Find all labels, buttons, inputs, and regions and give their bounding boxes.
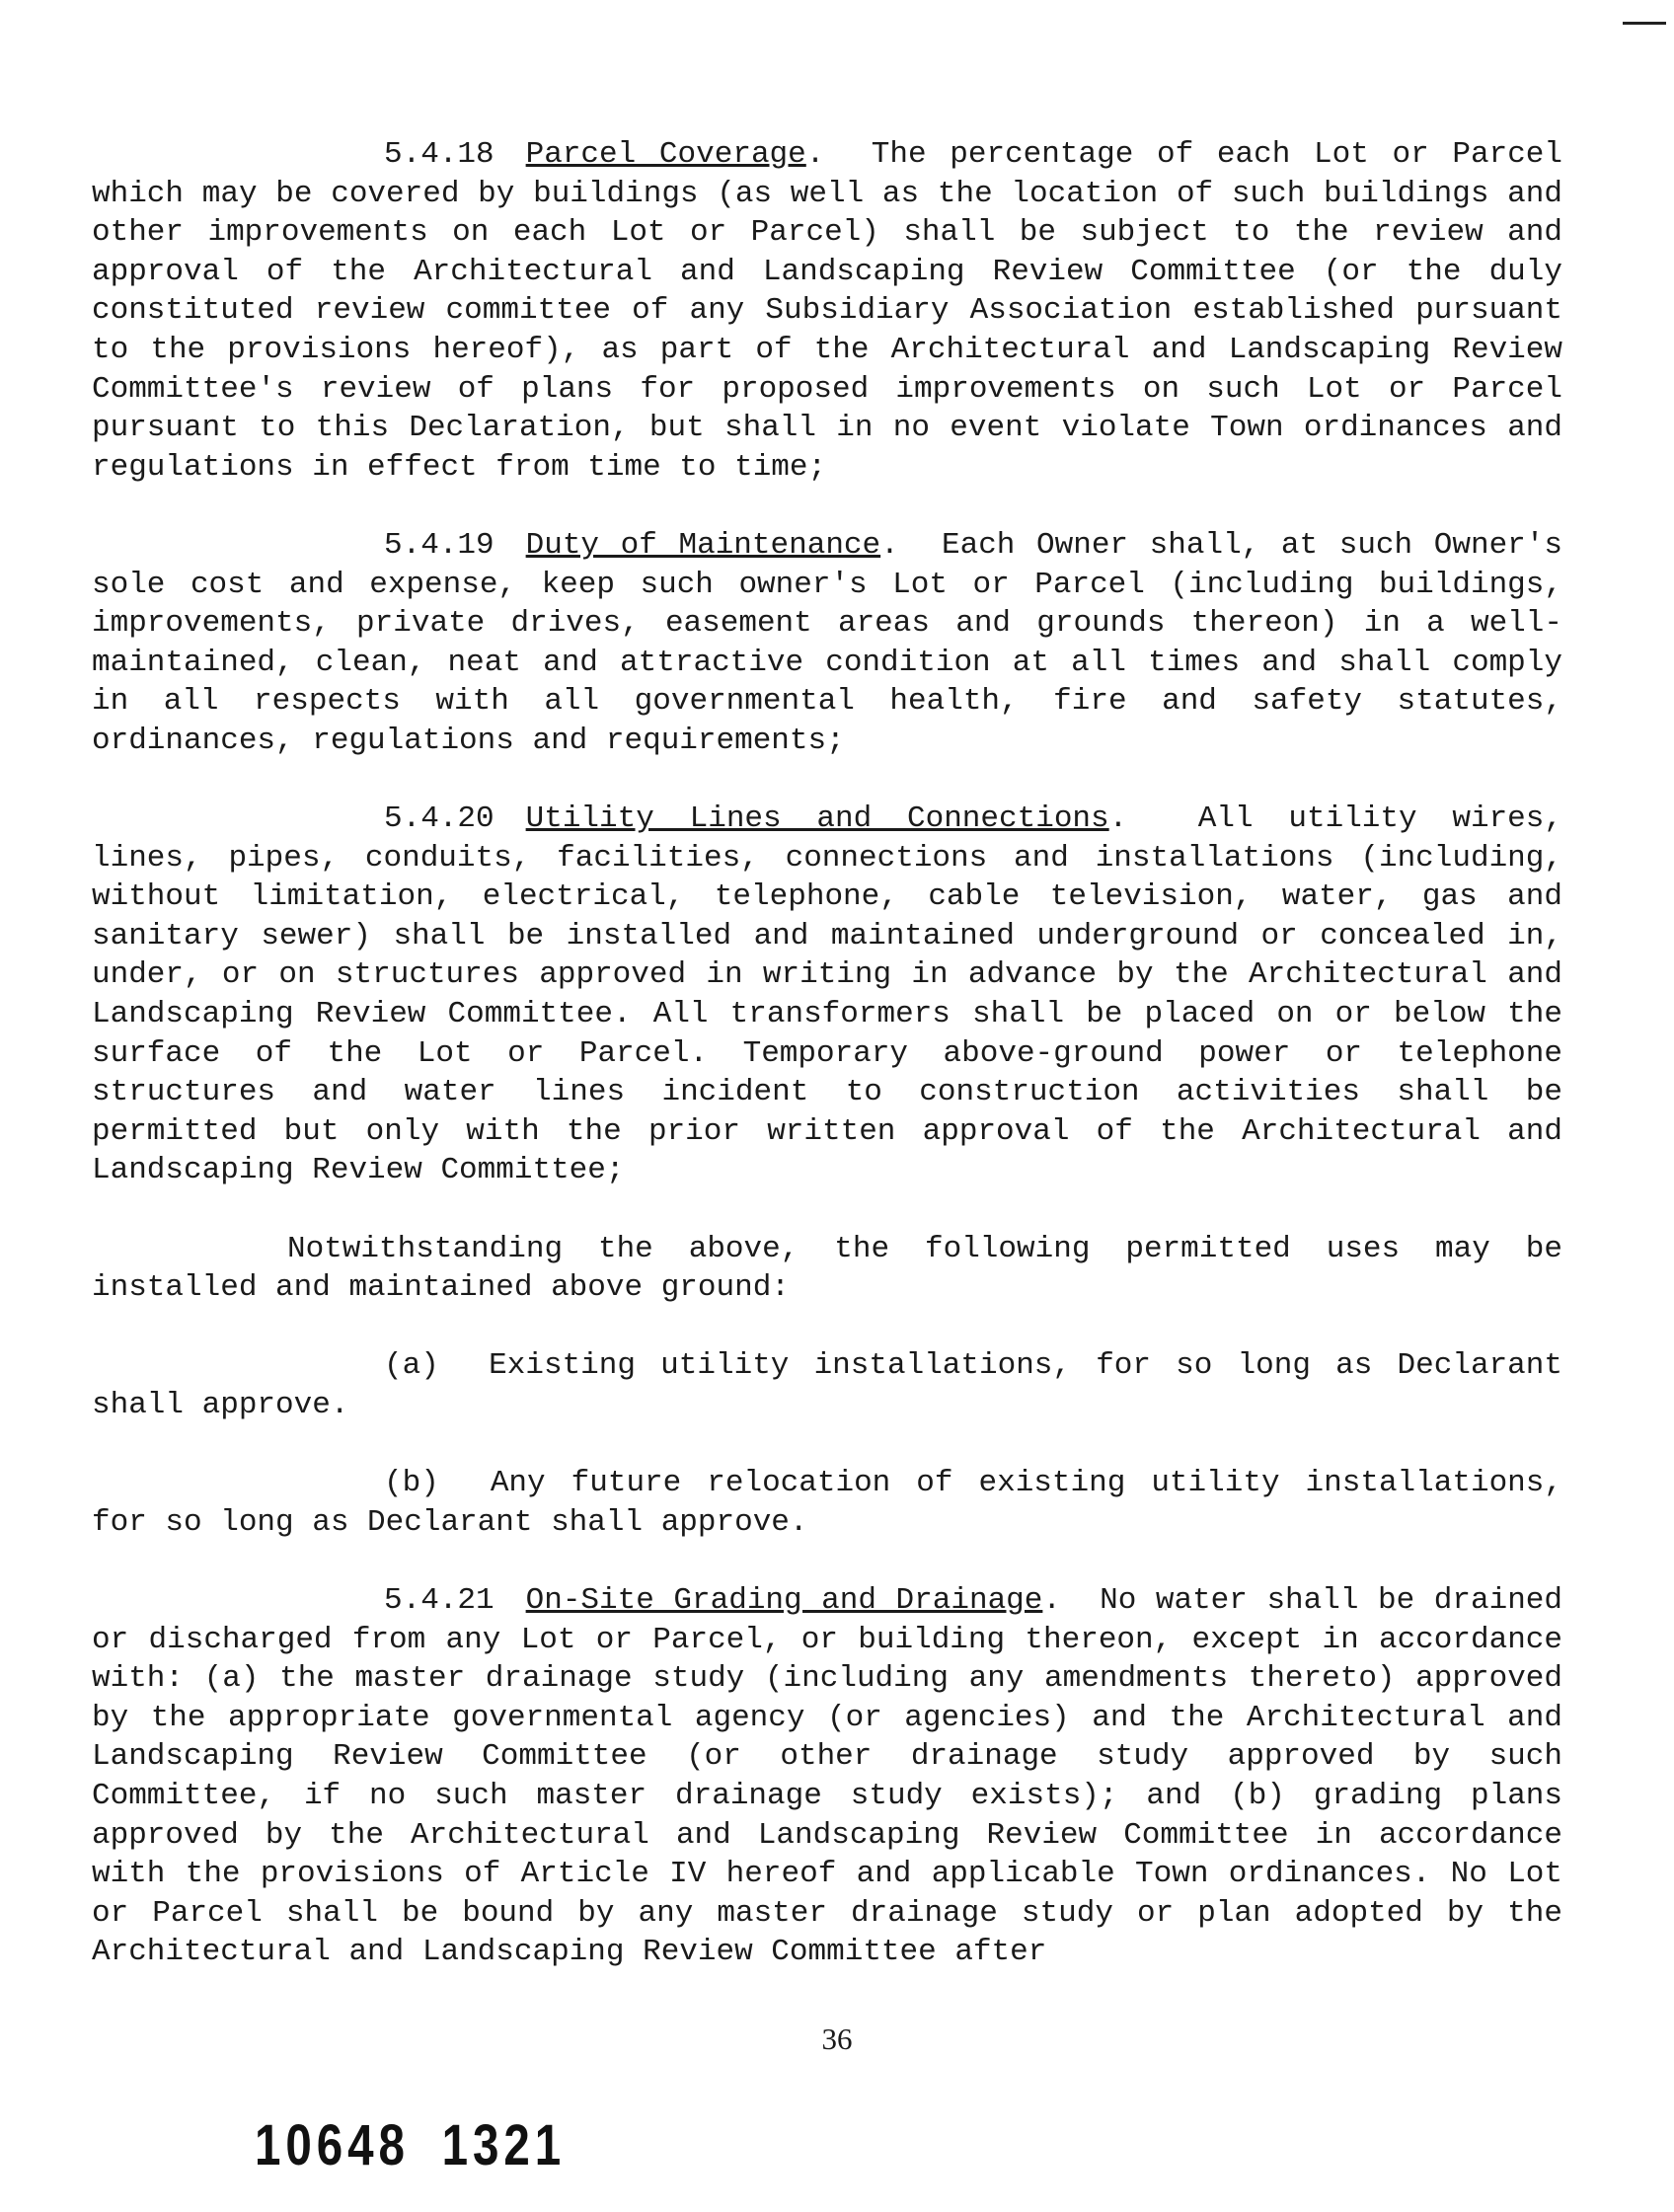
list-item-b [92, 1464, 1562, 1542]
section-5-4-21: 5.4.21 On-Site Grading and Drainage. No water shall be drained or discharged from any Lot or Parcel, or building thereon, except in accordance with: (a) the master drainage study (including any amendments thereto) approved by the appropriate governmental agency (or agencies) and the Architectural and Landscaping Review Committee (or other drainage study approved by such Committee, if no such master drainage study exists); and (b) grading plans approved by the Architectural and Landscaping Review Committee in accordance with the provisions of Article IV hereof and applicable Town ordinances. No Lot or Parcel shall be bound by any master drainage study or plan adopted by the Architectural and Landscaping Review Committee after [92, 1582, 1563, 1970]
document-page [92, 135, 1562, 2012]
section-5-4-19: 5.4.19 Duty of Maintenance. Each Owner shall, at such Owner's sole cost and expense, keep such owner's Lot or Parcel (including buildings, improvements, private drives, easement areas and grounds thereon) in a well-maintained, clean, neat and attractive condition at all times and shall comply in all respects with all governmental health, fire and safety statutes, ordinances, regulations and requirements; [92, 527, 1562, 758]
recording-page: 1321 [441, 2113, 567, 2177]
list-item-a [92, 1346, 1562, 1424]
list-item-text: Any future relocation of existing utility installations, for so long as Declarant shall approve. [92, 1466, 1562, 1540]
section-heading: Utility Lines and Connections [525, 801, 1109, 837]
section-body: The percentage of each Lot or Parcel which may be covered by buildings (as well as the location of such buildings and other improvements on each Lot or Parcel) shall be subject to the review and approval of the Architectural and Landscaping Review Committee (or the duly constituted review committee of any Subsidiary Association established pursuant to the provisions hereof), as part of the Architectural and Landscaping Review Committee's review of plans for proposed improvements on such Lot or Parcel pursuant to this Declaration, but shall in no event violate Town ordinances and regulations in effect from time to time; [92, 137, 1563, 485]
notwithstanding-paragraph: Notwithstanding the above, the following permitted uses may be installed and maintained above ground: [92, 1231, 1562, 1306]
section-body: Each Owner shall, at such Owner's sole cost and expense, keep such owner's Lot or Parcel (including buildings, improvements, private drives, easement areas and grounds thereon) in a well-maintained, clean, neat and attractive condition at all times and shall comply in all respects with all governmental health, fire and safety statutes, ordinances, regulations and requirements; [92, 527, 1562, 758]
section-body: All utility wires, lines, pipes, conduits, facilities, connections and installations (including, without limitation, electrical, telephone, cable television, water, gas and sanitary sewer) shall be installed and maintained underground or concealed in, under, or on structures approved in writing in advance by the Architectural and Landscaping Review Committee. All transformers shall be placed on or below the surface of the Lot or Parcel. Temporary above-ground power or telephone structures and water lines incident to construction activities shall be permitted but only with the prior written approval of the Architectural and Landscaping Review Committee; [92, 801, 1562, 1188]
section-heading: On-Site Grading and Drainage [525, 1582, 1043, 1618]
section-number: 5.4.20 [384, 801, 495, 837]
recording-stamp [255, 2112, 598, 2178]
section-5-4-20: 5.4.20 Utility Lines and Connections. All utility wires, lines, pipes, conduits, facilities, connections and installations (including, without limitation, electrical, telephone, cable television, water, gas and sanitary sewer) shall be installed and maintained underground or concealed in, under, or on structures approved in writing in advance by the Architectural and Landscaping Review Committee. All transformers shall be placed on or below the surface of the Lot or Parcel. Temporary above-ground power or telephone structures and water lines incident to construction activities shall be permitted but only with the prior written approval of the Architectural and Landscaping Review Committee; [92, 801, 1562, 1188]
section-heading: Duty of Maintenance [525, 527, 881, 563]
section-number: 5.4.21 [384, 1582, 495, 1618]
section-heading: Parcel Coverage [525, 137, 806, 172]
section-body: No water shall be drained or discharged from any Lot or Parcel, or building thereon, except in accordance with: (a) the master drainage study (including any amendments thereto) approved by the appropriate governmental agency (or agencies) and the Architectural and Landscaping Review Committee (or other drainage study approved by such Committee, if no such master drainage study exists); and (b) grading plans approved by the Architectural and Landscaping Review Committee in accordance with the provisions of Article IV hereof and applicable Town ordinances. No Lot or Parcel shall be bound by any master drainage study or plan adopted by the Architectural and Landscaping Review Committee after [92, 1582, 1563, 1970]
recording-book: 10648 [255, 2113, 410, 2177]
list-item-text: Existing utility installations, for so long as Declarant shall approve. [92, 1348, 1562, 1422]
page-number: 36 [821, 2021, 853, 2056]
section-number: 5.4.18 [384, 137, 495, 172]
corner-scan-mark [1623, 22, 1666, 25]
section-number: 5.4.19 [384, 527, 495, 563]
section-5-4-18: 5.4.18 Parcel Coverage. The percentage of each Lot or Parcel which may be covered by buildings (as well as the location of such buildings and other improvements on each Lot or Parcel) shall be subject to the review and approval of the Architectural and Landscaping Review Committee (or the duly constituted review committee of any Subsidiary Association established pursuant to the provisions hereof), as part of the Architectural and Landscaping Review Committee's review of plans for proposed improvements on such Lot or Parcel pursuant to this Declaration, but shall in no event violate Town ordinances and regulations in effect from time to time; [92, 137, 1563, 485]
list-item-label: (b) [384, 1466, 439, 1501]
list-item-label: (a) [384, 1348, 439, 1384]
